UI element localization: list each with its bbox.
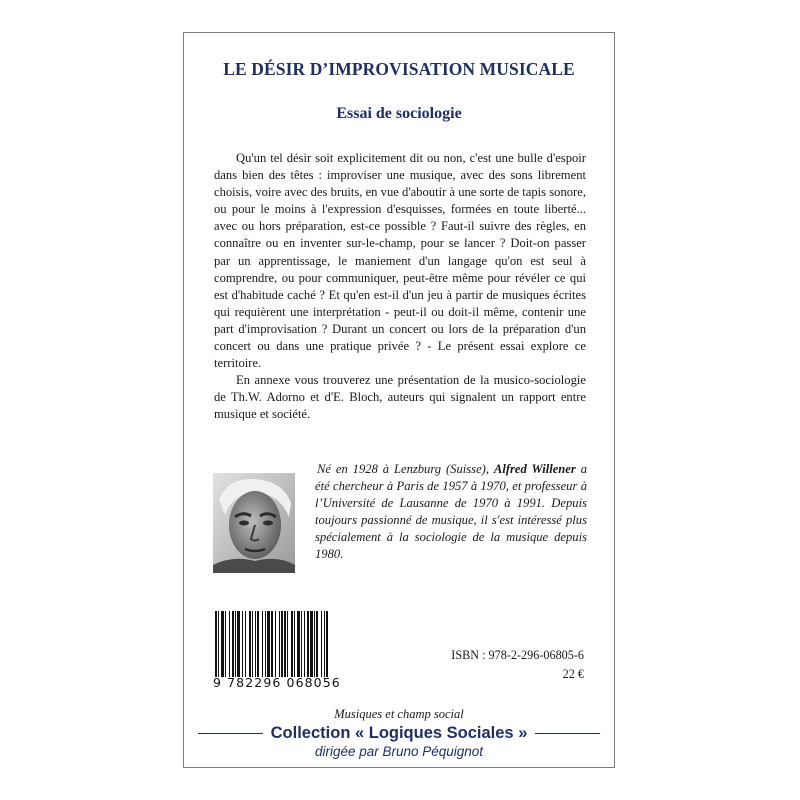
barcode-bar <box>229 611 230 677</box>
barcode-bar <box>245 611 246 677</box>
barcode-bar <box>265 611 266 677</box>
barcode-bar <box>275 611 276 677</box>
barcode-bar <box>235 611 236 677</box>
bio-intro: Né en 1928 à Lenzburg (Suisse), <box>317 462 494 476</box>
barcode-bar <box>281 611 283 677</box>
book-title: LE DÉSIR D’IMPROVISATION MUSICALE <box>223 59 575 79</box>
barcode-bar <box>316 611 318 677</box>
barcode-bar <box>257 611 259 677</box>
barcode-bar <box>291 611 293 677</box>
series-director: dirigée par Bruno Péquignot <box>314 744 484 759</box>
author-name: Alfred Willener <box>493 462 576 476</box>
author-photo <box>213 473 295 573</box>
right-rule <box>535 733 600 734</box>
barcode-bar <box>307 611 309 677</box>
barcode-bar <box>324 611 325 677</box>
blurb-text <box>214 150 586 424</box>
book-subtitle: Essai de sociologie <box>336 105 462 122</box>
barcode-bar <box>287 611 288 677</box>
barcode-bar <box>237 611 240 677</box>
barcode-bar <box>310 611 313 677</box>
barcode-bar <box>301 611 302 677</box>
barcode-bar <box>271 611 273 677</box>
author-biography <box>315 461 587 564</box>
barcode-bar <box>255 611 256 677</box>
barcode-bar <box>215 611 217 677</box>
barcode-bar <box>297 611 300 677</box>
barcode-bar <box>232 611 234 677</box>
left-rule <box>198 733 263 734</box>
bio-details: a été chercheur à Paris de 1957 à 1970, et professeur à l’Université de Lausanne de 1970 à 1991. Depuis toujours passionné de musique, il s'est intéressé plus spécialement à la sociologie de la musique depuis 1980. <box>315 462 587 562</box>
barcode-bar <box>304 611 305 677</box>
isbn-number: ISBN : 978-2-296-06805-6 <box>451 648 584 662</box>
barcode-bar <box>249 611 251 677</box>
blurb-paragraph-2: En annexe vous trouverez une présentation de la musico-sociologie de Th.W. Adorno et d'E. Bloch, auteurs qui signalent un rapport entre musique et société. <box>214 373 586 422</box>
barcode-bar <box>225 611 226 677</box>
barcode-bar <box>252 611 253 677</box>
barcode-bar <box>267 611 270 677</box>
barcode-bar <box>221 611 224 677</box>
barcode-bar <box>321 611 322 677</box>
barcode-bar <box>294 611 295 677</box>
barcode-bar <box>218 611 219 677</box>
barcode-digits: 9 782296 068056 <box>213 675 341 690</box>
book-back-cover <box>183 32 615 768</box>
barcode-bar <box>262 611 263 677</box>
price: 22 € <box>562 667 584 681</box>
barcode <box>213 611 361 677</box>
barcode-bar <box>279 611 280 677</box>
barcode-bar <box>242 611 243 677</box>
barcode-bar <box>326 611 328 677</box>
barcode-bar <box>314 611 315 677</box>
author-portrait-image <box>213 473 295 573</box>
blurb-paragraph-1: Qu'un tel désir soit explicitement dit ou non, c'est une bulle d'espoir dans bien des têtes : improviser une musique, avec des sons librement choisis, voire avec des bruits, en vue d'aboutir à une sorte de tapis sonore, ou pour le moins à l'expression d'esquisses, formées en toute liberté... avec ou hors préparation, est-ce possible ? Faut-il suivre des règles, en connaître ou en inventer sur-le-champ, pour se lancer ? Doit-on passer par un apprentissage, le maniement d'un langage qu'on est seul à comprendre, ou pour communiquer, peut-être même pour révéler ce qui est d'habitude caché ? Et qu'en est-il d'un jeu à partir de musiques écrites qui requièrent une interprétation - peut-il ou doit-il même, contenir une part d'improvisation ? Durant un concert ou lors de la préparation d'un concert ou dans une pratique privée ? - Le présent essai explore ce territoire. <box>214 151 586 371</box>
series-name: Musiques et champ social <box>334 707 464 721</box>
barcode-bar <box>284 611 286 677</box>
collection-banner <box>184 722 614 744</box>
collection-name: Collection « Logiques Sociales » <box>270 723 528 742</box>
